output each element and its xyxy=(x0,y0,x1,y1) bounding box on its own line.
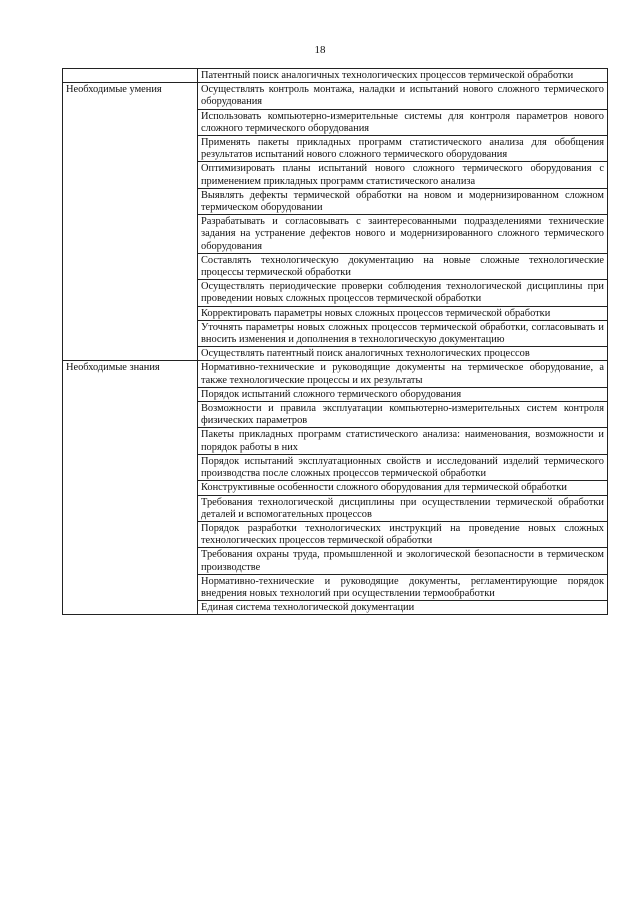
row-description-cell: Порядок разработки технологических инструкций на проведение новых сложных технологических процессов термической обработки xyxy=(198,521,608,547)
row-category-cell: Необходимые умения xyxy=(63,83,198,109)
row-category-cell xyxy=(63,109,198,135)
row-description-cell: Требования охраны труда, промышленной и экологической безопасности в термическом производстве xyxy=(198,548,608,574)
row-description-cell: Оптимизировать планы испытаний нового сложного термического оборудования с применением прикладных программ статистического анализа xyxy=(198,162,608,188)
row-category-cell xyxy=(63,136,198,162)
row-category-cell xyxy=(63,428,198,454)
table-row xyxy=(63,454,608,480)
row-description-cell: Осуществлять периодические проверки соблюдения технологической дисциплины при проведении новых сложных процессов термической обработки xyxy=(198,280,608,306)
row-description-cell: Выявлять дефекты термической обработки на новом и модернизированном сложном термическом оборудовании xyxy=(198,188,608,214)
row-description-cell: Порядок испытаний эксплуатационных свойств и исследований изделий термического производства после сложных процессов термической обработки xyxy=(198,454,608,480)
row-category-cell xyxy=(63,454,198,480)
row-category-cell xyxy=(63,521,198,547)
table-row xyxy=(63,481,608,495)
table-row xyxy=(63,601,608,615)
row-category-cell xyxy=(63,215,198,254)
row-category-cell xyxy=(63,69,198,83)
row-category-cell xyxy=(63,387,198,401)
row-category-cell xyxy=(63,601,198,615)
table-row xyxy=(63,188,608,214)
table-row xyxy=(63,347,608,361)
row-category-cell xyxy=(63,495,198,521)
table-row xyxy=(63,253,608,279)
row-description-cell: Разрабатывать и согласовывать с заинтересованными подразделениями технические задания на устранение дефектов нового и модернизированного сложного термического оборудования xyxy=(198,215,608,254)
row-category-cell xyxy=(63,253,198,279)
row-description-cell: Конструктивные особенности сложного оборудования для термической обработки xyxy=(198,481,608,495)
row-category-cell xyxy=(63,162,198,188)
table-row xyxy=(63,306,608,320)
row-category-cell xyxy=(63,574,198,600)
page-number: 18 xyxy=(314,44,326,56)
row-description-cell: Единая система технологической документации xyxy=(198,601,608,615)
requirements-table-body xyxy=(63,69,608,615)
table-row xyxy=(63,83,608,109)
table-row xyxy=(63,109,608,135)
row-category-cell xyxy=(63,548,198,574)
row-category-cell xyxy=(63,347,198,361)
table-row xyxy=(63,428,608,454)
row-description-cell: Использовать компьютерно-измерительные системы для контроля параметров нового сложного термического оборудования xyxy=(198,109,608,135)
row-category-cell xyxy=(63,188,198,214)
table-row xyxy=(63,162,608,188)
table-row xyxy=(63,280,608,306)
table-row xyxy=(63,136,608,162)
row-description-cell: Пакеты прикладных программ статистического анализа: наименования, возможности и порядок работы в них xyxy=(198,428,608,454)
row-description-cell: Нормативно-технические и руководящие документы, регламентирующие порядок внедрения новых технологий при осуществлении термообработки xyxy=(198,574,608,600)
table-row xyxy=(63,387,608,401)
table-row xyxy=(63,402,608,428)
row-category-cell: Необходимые знания xyxy=(63,361,198,387)
row-description-cell: Осуществлять контроль монтажа, наладки и испытаний нового сложного термического оборудования xyxy=(198,83,608,109)
row-category-cell xyxy=(63,402,198,428)
table-row xyxy=(63,69,608,83)
row-description-cell: Корректировать параметры новых сложных процессов термической обработки xyxy=(198,306,608,320)
row-category-cell xyxy=(63,320,198,346)
row-category-cell xyxy=(63,306,198,320)
row-description-cell: Требования технологической дисциплины при осуществлении термической обработки деталей и вспомогательных процессов xyxy=(198,495,608,521)
table-row xyxy=(63,215,608,254)
table-row xyxy=(63,521,608,547)
table-row xyxy=(63,495,608,521)
row-description-cell: Возможности и правила эксплуатации компьютерно-измерительных систем контроля физических параметров xyxy=(198,402,608,428)
row-category-cell xyxy=(63,280,198,306)
row-description-cell: Составлять технологическую документацию на новые сложные технологические процессы термической обработки xyxy=(198,253,608,279)
requirements-table xyxy=(62,68,608,615)
row-category-cell xyxy=(63,481,198,495)
table-row xyxy=(63,361,608,387)
row-description-cell: Применять пакеты прикладных программ статистического анализа для обобщения результатов испытаний нового сложного термического оборудования xyxy=(198,136,608,162)
row-description-cell: Порядок испытаний сложного термического оборудования xyxy=(198,387,608,401)
table-row xyxy=(63,548,608,574)
row-description-cell: Уточнять параметры новых сложных процессов термической обработки, согласовывать и вносить изменения и дополнения в технологическую документацию xyxy=(198,320,608,346)
row-description-cell: Осуществлять патентный поиск аналогичных технологических процессов xyxy=(198,347,608,361)
row-description-cell: Нормативно-технические и руководящие документы на термическое оборудование, а также технологические процессы и их результаты xyxy=(198,361,608,387)
table-row xyxy=(63,320,608,346)
table-row xyxy=(63,574,608,600)
row-description-cell: Патентный поиск аналогичных технологических процессов термической обработки xyxy=(198,69,608,83)
